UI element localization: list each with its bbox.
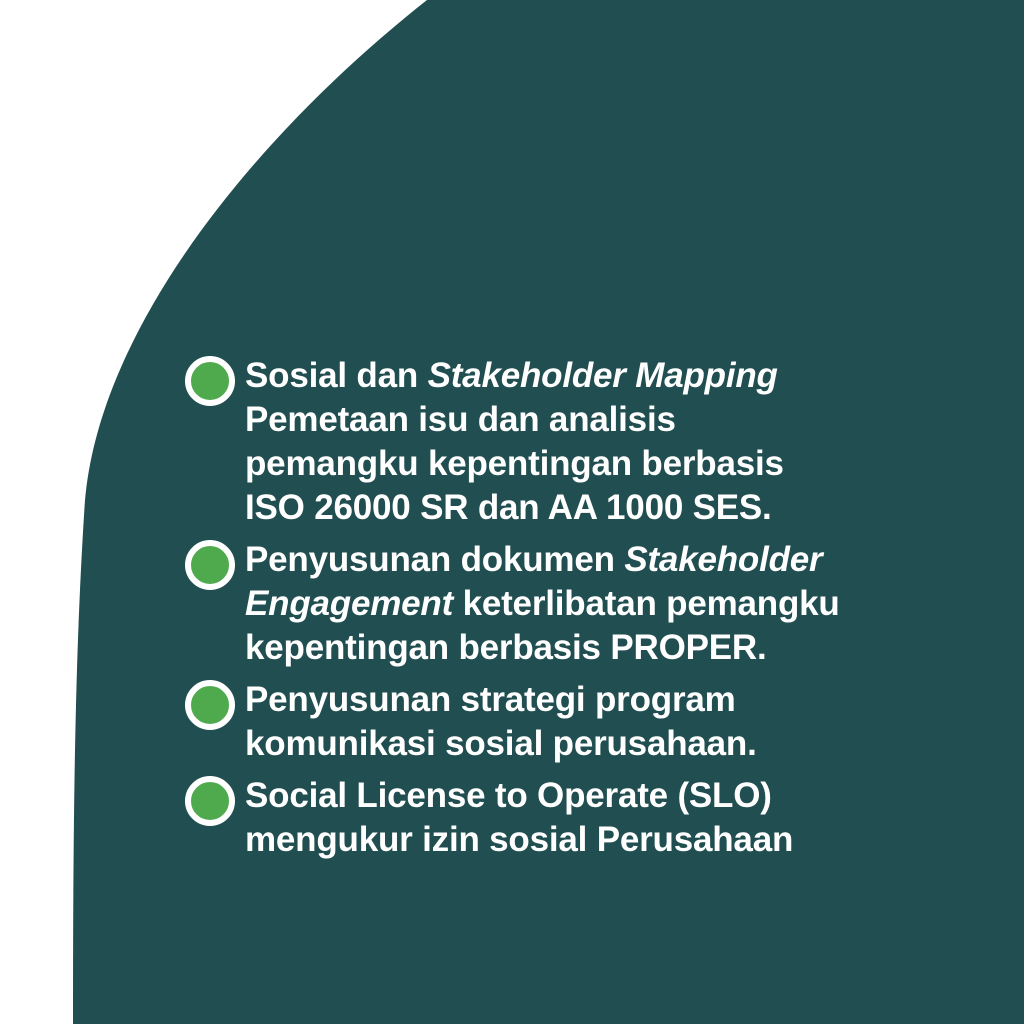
text-segment: Sosial dan xyxy=(245,356,428,395)
text-segment-italic: Engagement xyxy=(245,584,454,623)
text-segment: ISO 26000 SR dan AA 1000 SES. xyxy=(245,488,772,527)
green-dot-bullet-icon xyxy=(185,356,235,406)
service-list xyxy=(185,354,985,870)
green-dot-bullet-icon xyxy=(185,680,235,730)
text-segment: Penyusunan strategi program xyxy=(245,680,736,719)
list-item xyxy=(185,538,985,670)
list-item xyxy=(185,354,985,530)
text-segment: Penyusunan dokumen xyxy=(245,540,625,579)
text-segment: Pemetaan isu dan analisis xyxy=(245,400,676,439)
text-segment-italic: Stakeholder Mapping xyxy=(427,356,778,395)
item-text xyxy=(245,774,793,862)
text-segment: kepentingan berbasis PROPER. xyxy=(245,628,767,667)
text-line xyxy=(245,582,840,626)
text-line xyxy=(245,818,793,862)
item-text xyxy=(245,678,757,766)
text-segment: komunikasi sosial perusahaan. xyxy=(245,724,757,763)
green-dot-bullet-icon xyxy=(185,776,235,826)
text-line xyxy=(245,722,757,766)
list-item xyxy=(185,678,985,766)
list-item xyxy=(185,774,985,862)
item-text xyxy=(245,354,784,530)
text-segment: pemangku kepentingan berbasis xyxy=(245,444,784,483)
text-line xyxy=(245,538,840,582)
text-line xyxy=(245,774,793,818)
text-segment: Social License to Operate (SLO) xyxy=(245,776,772,815)
item-text xyxy=(245,538,840,670)
text-line xyxy=(245,678,757,722)
text-line xyxy=(245,398,784,442)
text-line xyxy=(245,354,784,398)
text-line xyxy=(245,442,784,486)
green-dot-bullet-icon xyxy=(185,540,235,590)
text-segment: keterlibatan pemangku xyxy=(453,584,840,623)
text-line xyxy=(245,626,840,670)
text-line xyxy=(245,486,784,530)
text-segment-italic: Stakeholder xyxy=(624,540,823,579)
text-segment: mengukur izin sosial Perusahaan xyxy=(245,820,794,859)
